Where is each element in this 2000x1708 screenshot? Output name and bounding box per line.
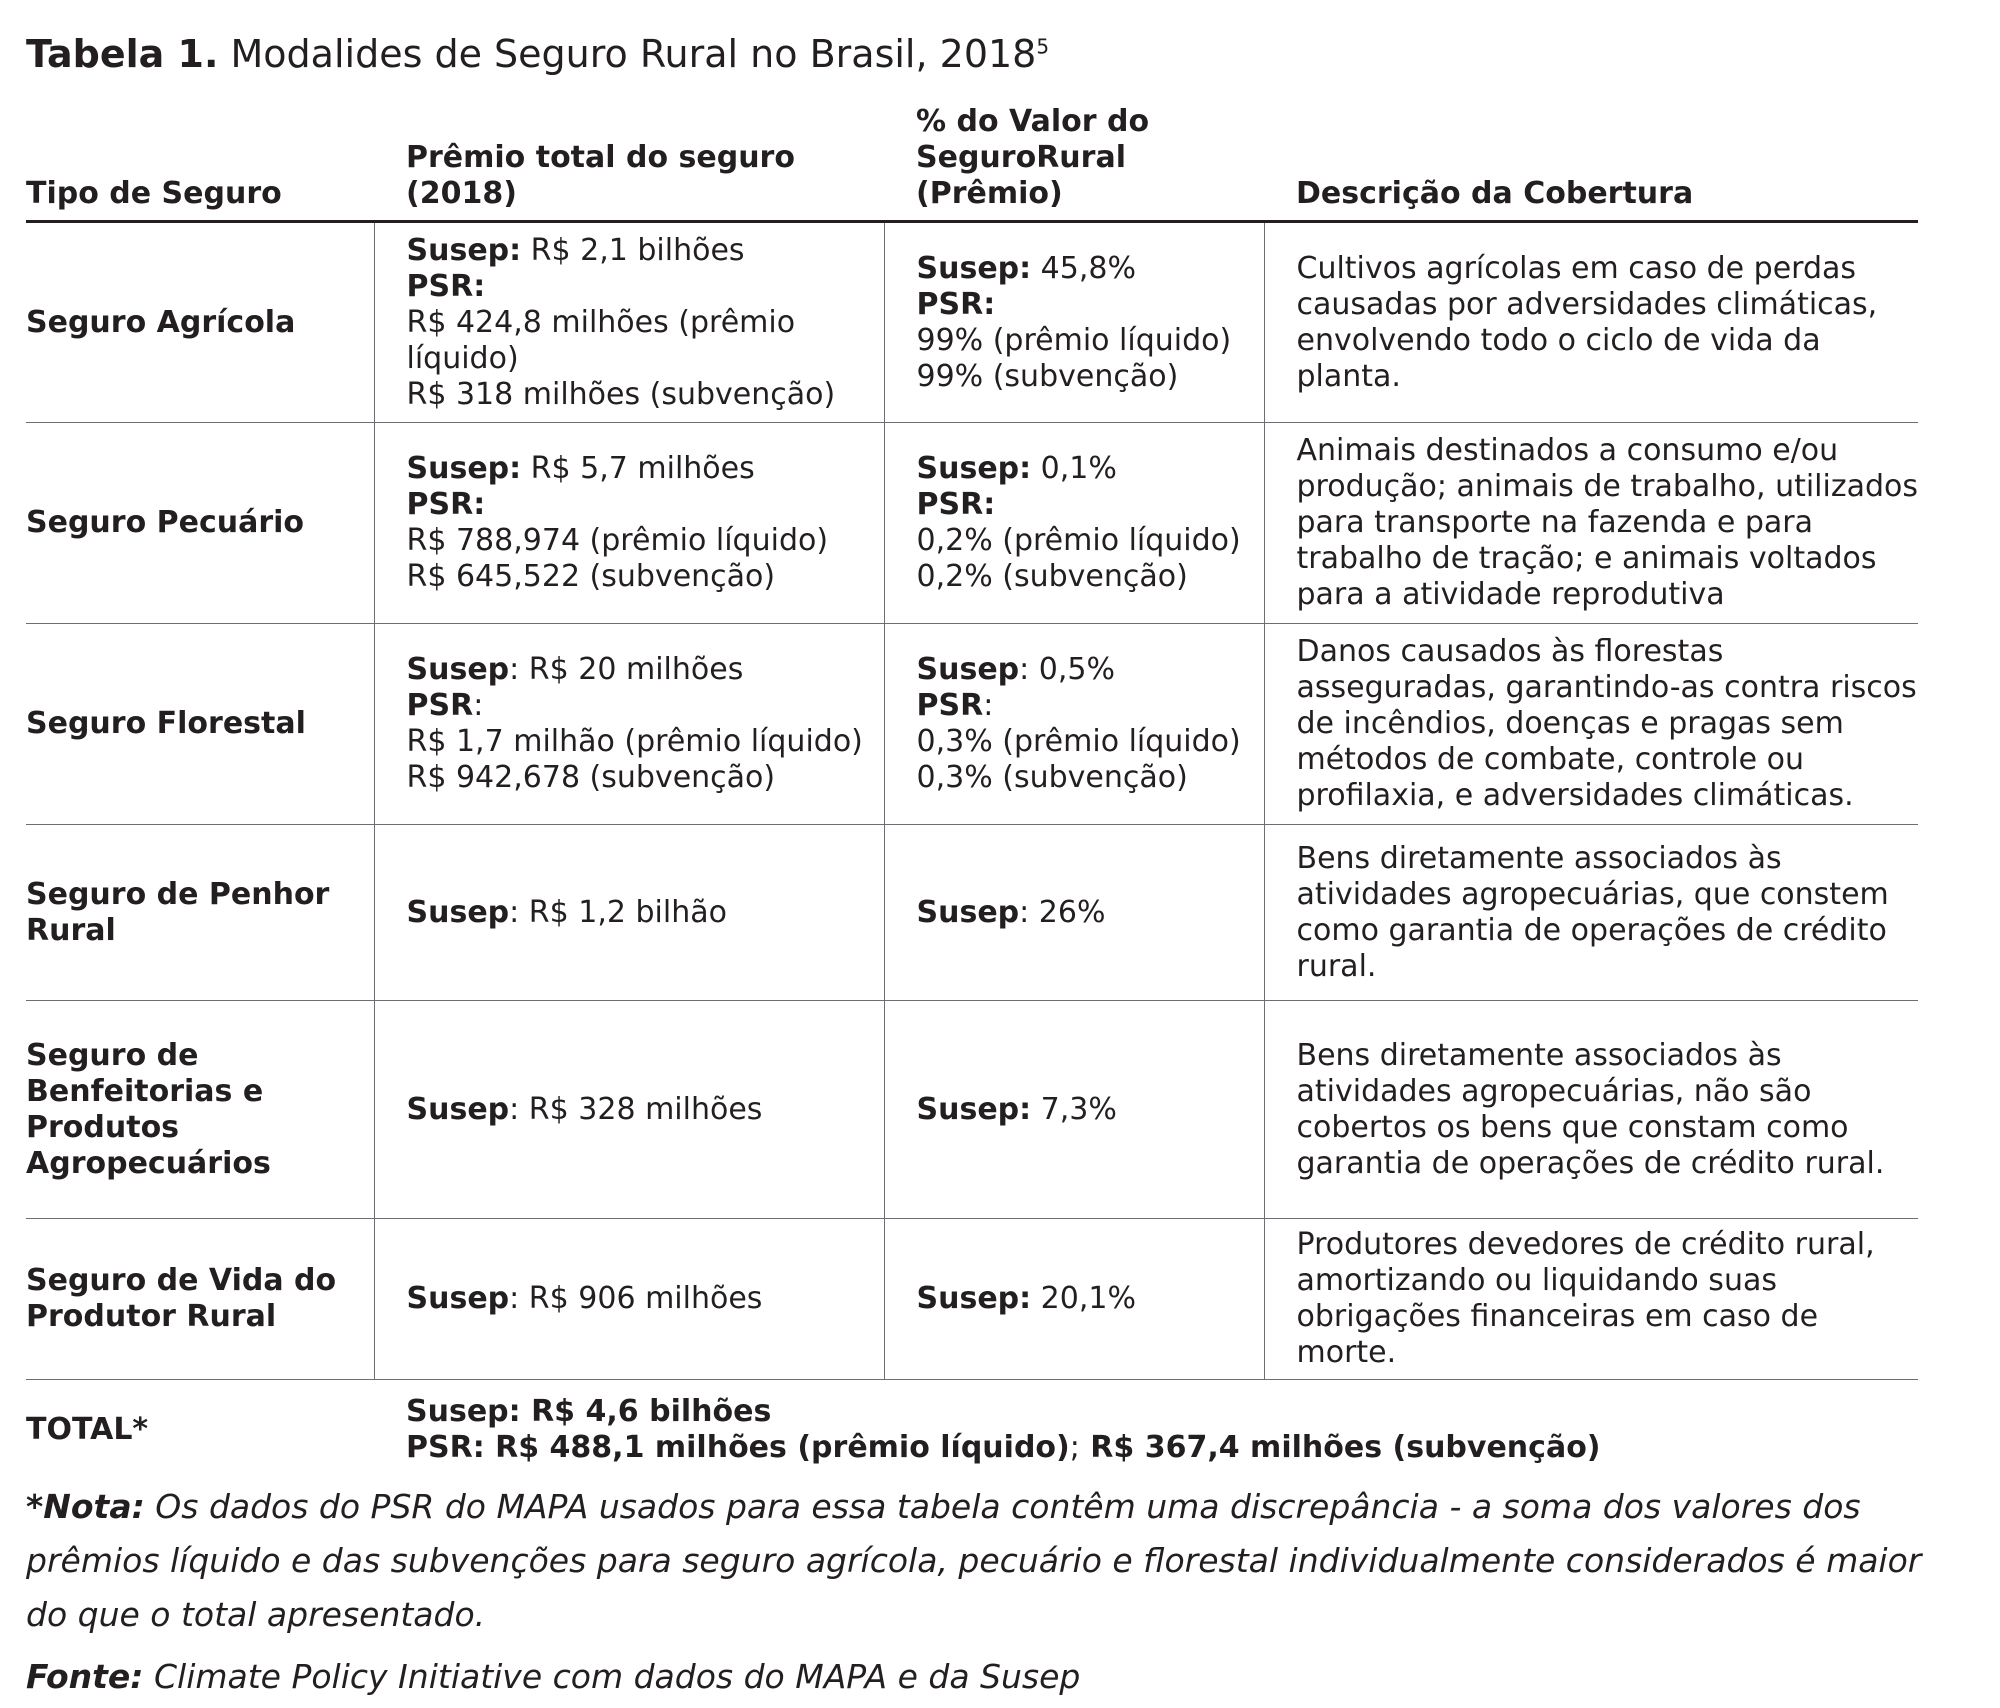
premio-line-value: R$ 1,7 milhão (prêmio líquido): [406, 724, 863, 759]
total-psr: [406, 1430, 1918, 1466]
percent-line: [917, 559, 1264, 595]
premio-line-label: PSR:: [406, 487, 486, 522]
percent-line: [917, 451, 1264, 487]
cell-descricao: Bens diretamente associados às atividades agropecuárias, que constem como garantia de operações de crédito rural.: [1264, 825, 1918, 1001]
table-header-row: [26, 104, 1918, 222]
total-psr-premio: PSR: R$ 488,1 milhões (prêmio líquido): [406, 1430, 1070, 1465]
percent-line: [917, 323, 1264, 359]
table-source: [26, 1655, 1080, 1699]
table-row: [26, 624, 1918, 825]
premio-line: [407, 269, 884, 305]
header-percent-line1: % do Valor do Seguro: [916, 104, 1150, 175]
cell-descricao: Produtores devedores de crédito rural, amortizando ou liquidando suas obrigações financeiras em caso de morte.: [1264, 1219, 1918, 1380]
cell-tipo: Seguro de Benfeitorias e Produtos Agropecuários: [26, 1001, 374, 1219]
percent-line-label: Susep:: [916, 1281, 1032, 1316]
premio-line-label: Susep: [406, 1281, 510, 1316]
cell-tipo: Seguro Agrícola: [26, 222, 374, 423]
table-title: [26, 30, 1049, 78]
percent-line-label: PSR:: [916, 487, 996, 522]
insurance-table: [26, 104, 1918, 1480]
premio-line-value: R$ 788,974 (prêmio líquido): [406, 523, 829, 558]
percent-line: [917, 724, 1264, 760]
cell-premio: [374, 825, 884, 1001]
percent-line-label: PSR: [916, 688, 984, 723]
table-row: [26, 825, 1918, 1001]
premio-line: [407, 559, 884, 595]
premio-line: [407, 652, 884, 688]
percent-line-value: 20,1%: [1031, 1281, 1136, 1316]
premio-line-label: Susep: [406, 894, 510, 930]
premio-line-value: R$ 942,678 (subvenção): [406, 760, 776, 795]
cell-tipo: Seguro Pecuário: [26, 423, 374, 624]
header-premio: Prêmio total do seguro (2018): [374, 104, 884, 222]
percent-line: [917, 287, 1264, 323]
source-text: Climate Policy Initiative com dados do MAPA e da Susep: [143, 1657, 1081, 1696]
cell-percent: [884, 624, 1264, 825]
premio-line-value: R$ 424,8 milhões (prêmio líquido): [406, 304, 796, 376]
total-values: [374, 1380, 1918, 1481]
percent-line: [917, 688, 1264, 724]
header-tipo: Tipo de Seguro: [26, 104, 374, 222]
cell-premio: [374, 1001, 884, 1219]
premio-line: [407, 760, 884, 796]
premio-line: [407, 895, 884, 931]
percent-line: [917, 895, 1264, 931]
percent-line-value: 0,2% (prêmio líquido): [916, 523, 1241, 558]
premio-line-label: Susep:: [406, 232, 522, 268]
percent-line-value: : 0,5%: [1019, 652, 1116, 687]
premio-line-value: : R$ 20 milhões: [509, 652, 744, 687]
percent-line: [917, 359, 1264, 395]
premio-line: [407, 688, 884, 724]
table-row: [26, 1001, 1918, 1219]
table-row: [26, 1219, 1918, 1380]
premio-line-label: PSR:: [406, 268, 486, 304]
premio-line-value: : R$ 906 milhões: [509, 1281, 763, 1316]
premio-line: [407, 451, 884, 487]
total-row: [26, 1380, 1918, 1481]
total-label: TOTAL*: [26, 1412, 149, 1447]
cell-premio: [374, 423, 884, 624]
premio-line-value: R$ 645,522 (subvenção): [406, 559, 776, 594]
cell-tipo: Seguro de Penhor Rural: [26, 825, 374, 1001]
cell-percent: [884, 423, 1264, 624]
premio-line-value: : R$ 328 milhões: [509, 1091, 763, 1127]
percent-line-label: Susep:: [916, 451, 1032, 486]
premio-line-value: R$ 5,7 milhões: [521, 451, 755, 486]
premio-line: [407, 1281, 884, 1317]
premio-line-value: :: [473, 688, 484, 723]
cell-premio: [374, 222, 884, 423]
percent-line-value: : 26%: [1019, 894, 1106, 930]
note-label: *Nota:: [26, 1487, 145, 1526]
footnote-ref: 5: [1036, 34, 1050, 59]
header-descricao: Descrição da Cobertura: [1264, 104, 1918, 222]
cell-premio: [374, 1219, 884, 1380]
percent-line-value: 0,2% (subvenção): [916, 559, 1188, 594]
percent-line: [917, 1092, 1264, 1128]
percent-line: [917, 652, 1264, 688]
percent-line: [917, 523, 1264, 559]
percent-line-value: 45,8%: [1031, 250, 1136, 286]
premio-line-label: Susep:: [406, 451, 522, 486]
percent-line-value: :: [983, 688, 994, 723]
premio-line: [407, 233, 884, 269]
cell-percent: [884, 222, 1264, 423]
percent-line: [917, 251, 1264, 287]
percent-line-label: Susep: [916, 652, 1020, 687]
percent-line-value: 0,1%: [1031, 451, 1117, 486]
percent-line-label: Susep:: [916, 1091, 1032, 1127]
percent-line-label: Susep: [916, 894, 1020, 930]
cell-descricao: Danos causados às florestas asseguradas, garantindo-as contra riscos de incêndios, doenças e pragas sem métodos de combate, controle ou profilaxia, e adversidades climáticas.: [1264, 624, 1918, 825]
cell-tipo: Seguro de Vida do Produtor Rural: [26, 1219, 374, 1380]
premio-line-label: Susep: [406, 1091, 510, 1127]
cell-percent: [884, 1219, 1264, 1380]
percent-line-value: 99% (prêmio líquido): [916, 322, 1232, 358]
percent-line-label: PSR:: [916, 286, 996, 322]
cell-premio: [374, 624, 884, 825]
total-psr-subvencao: R$ 367,4 milhões (subvenção): [1079, 1430, 1601, 1465]
premio-line: [407, 523, 884, 559]
percent-line-value: 0,3% (subvenção): [916, 760, 1188, 795]
percent-line-value: 7,3%: [1031, 1091, 1117, 1127]
source-label: Fonte:: [26, 1657, 144, 1696]
total-susep: Susep: R$ 4,6 bilhões: [406, 1394, 772, 1429]
note-text: Os dados do PSR do MAPA usados para essa tabela contêm uma discrepância - a soma dos valores dos prêmios líquido e das subvenções para seguro agrícola, pecuário e florestal individualmente considerados é maior do que o total apresentado.: [26, 1487, 1922, 1634]
cell-tipo: Seguro Florestal: [26, 624, 374, 825]
cell-descricao: Animais destinados a consumo e/ou produção; animais de trabalho, utilizados para transporte na fazenda e para trabalho de tração; e animais voltados para a atividade reprodutiva: [1264, 423, 1918, 624]
premio-line-value: : R$ 1,2 bilhão: [509, 894, 727, 930]
percent-line: [917, 760, 1264, 796]
premio-line-value: R$ 318 milhões (subvenção): [406, 376, 836, 412]
percent-line-value: 0,3% (prêmio líquido): [916, 724, 1241, 759]
header-percent: [884, 104, 1264, 222]
premio-line-label: Susep: [406, 652, 510, 687]
percent-line: [917, 1281, 1264, 1317]
percent-line: [917, 487, 1264, 523]
cell-percent: [884, 1001, 1264, 1219]
table-note: [26, 1480, 1926, 1642]
table-row: [26, 222, 1918, 423]
premio-line-label: PSR: [406, 688, 474, 723]
cell-percent: [884, 825, 1264, 1001]
premio-line-value: R$ 2,1 bilhões: [521, 232, 745, 268]
premio-line: [407, 305, 884, 377]
percent-line-label: Susep:: [916, 250, 1032, 286]
premio-line: [407, 724, 884, 760]
table-title-label: Tabela 1.: [26, 32, 219, 76]
cell-descricao: Cultivos agrícolas em caso de perdas causadas por adversidades climáticas, envolvendo todo o ciclo de vida da planta.: [1264, 222, 1918, 423]
percent-line-value: 99% (subvenção): [916, 358, 1179, 394]
premio-line: [407, 487, 884, 523]
header-percent-line2: Rural (Prêmio): [916, 140, 1126, 211]
total-psr-separator: ;: [1069, 1430, 1080, 1465]
table-row: [26, 423, 1918, 624]
cell-descricao: Bens diretamente associados às atividades agropecuárias, não são cobertos os bens que constam como garantia de operações de crédito rural.: [1264, 1001, 1918, 1219]
table-title-text: Modalides de Seguro Rural no Brasil, 2018: [230, 32, 1037, 76]
premio-line: [407, 377, 884, 413]
premio-line: [407, 1092, 884, 1128]
